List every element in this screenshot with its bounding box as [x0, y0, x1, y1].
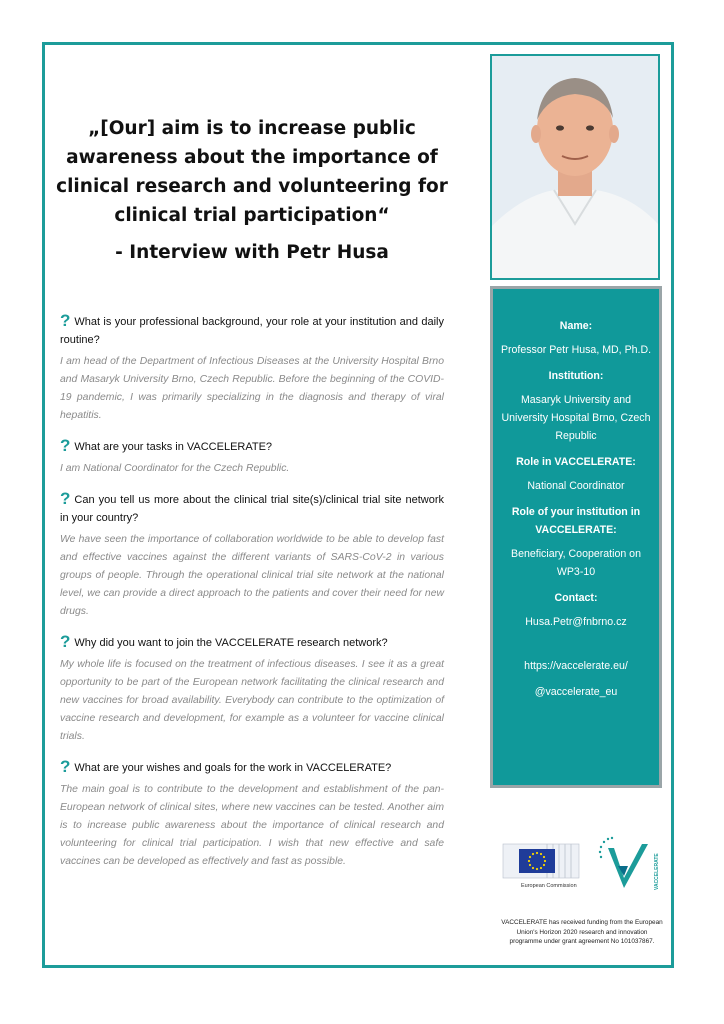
profile-box: [490, 286, 662, 788]
twitter-handle-link[interactable]: @vaccelerate_eu: [534, 686, 618, 698]
question-5: ? What are your wishes and goals for the work in VACCELERATE?: [60, 757, 392, 776]
portrait-photo: [490, 54, 660, 280]
headline: [52, 114, 452, 267]
email-link[interactable]: Husa.Petr@fnbrno.cz: [525, 616, 627, 628]
social-links: [499, 657, 653, 701]
funding-notice: VACCELERATE has received funding from the European Union's Horizon 2020 research and innovation programme under grant agreement No 101037867.: [501, 919, 663, 945]
institution-value: Masaryk University and University Hospital Brno, Czech Republic: [501, 394, 651, 442]
eu-logo-text: European Commission: [521, 883, 577, 889]
role-value: National Coordinator: [527, 480, 625, 492]
vaccelerate-logo-text: VACCELERATE: [654, 853, 660, 890]
answer-4: My whole life is focused on the treatment of infectious diseases. I see it as a great opportunity to be part of the European network facilitating the clinical research and new vaccines for broad availability. Everybody can contribute to the optimization of vaccine research and development, for example as a volunteer for vaccine clinical trials.: [60, 659, 444, 742]
headline-quote: „[Our] aim is to increase public awareness about the importance of clinical research and volunteering for clinical trial participation“: [56, 118, 448, 226]
interview-section: [60, 312, 444, 883]
answer-2: I am National Coordinator for the Czech Republic.: [60, 463, 290, 474]
institution-label: Institution:: [548, 370, 604, 382]
institution-role-label: Role of your institution in VACCELERATE:: [511, 506, 641, 536]
european-commission-logo: [501, 840, 581, 900]
question-2: ? What are your tasks in VACCELERATE?: [60, 436, 273, 455]
answer-3: We have seen the importance of collaboration worldwide to be able to develop fast and effective vaccines against the different variants of SARS-CoV-2 in various groups of people. Through the operational clinical trial site network at the national level, we can provide a direct approach to the patients and cover their need for new drugs.: [60, 534, 444, 617]
answer-1: I am head of the Department of Infectious Diseases at the University Hospital Brno and Masaryk University Brno, Czech Republic. Before the beginning of the COVID-19 pandemic, I was primarily specializing in the diagnosis and therapy of viral hepatitis.: [60, 356, 444, 421]
question-mark-icon: ?: [60, 757, 71, 776]
role-label: Role in VACCELERATE:: [516, 456, 636, 468]
contact-label: Contact:: [554, 592, 598, 604]
question-mark-icon: ?: [60, 436, 71, 455]
question-mark-icon: ?: [60, 489, 71, 508]
vaccelerate-logo: [598, 836, 662, 894]
website-link[interactable]: https://vaccelerate.eu/: [524, 660, 628, 672]
question-mark-icon: ?: [60, 311, 71, 330]
question-mark-icon: ?: [60, 632, 71, 651]
institution-role-value: Beneficiary, Cooperation on WP3-10: [511, 548, 641, 578]
question-4: ? Why did you want to join the VACCELERATE research network?: [60, 632, 388, 651]
name-label: Name:: [559, 320, 593, 332]
question-1: ? What is your professional background, your role at your institution and daily routine?: [60, 311, 444, 346]
answer-5: The main goal is to contribute to the development and establishment of the pan-European network of clinical sites, where new vaccines can be tested. Another aim is to increase public awareness about the importance of clinical research and volunteering for clinical trial participation. I wish that new effective and safe vaccines can be developed as effectively and fast as possible.: [60, 784, 444, 867]
portrait-illustration: [492, 56, 658, 278]
headline-subtitle: - Interview with Petr Husa: [115, 242, 389, 263]
name-value: Professor Petr Husa, MD, Ph.D.: [500, 344, 652, 356]
question-3: ? Can you tell us more about the clinical trial site(s)/clinical trial site network in your country?: [60, 489, 444, 524]
